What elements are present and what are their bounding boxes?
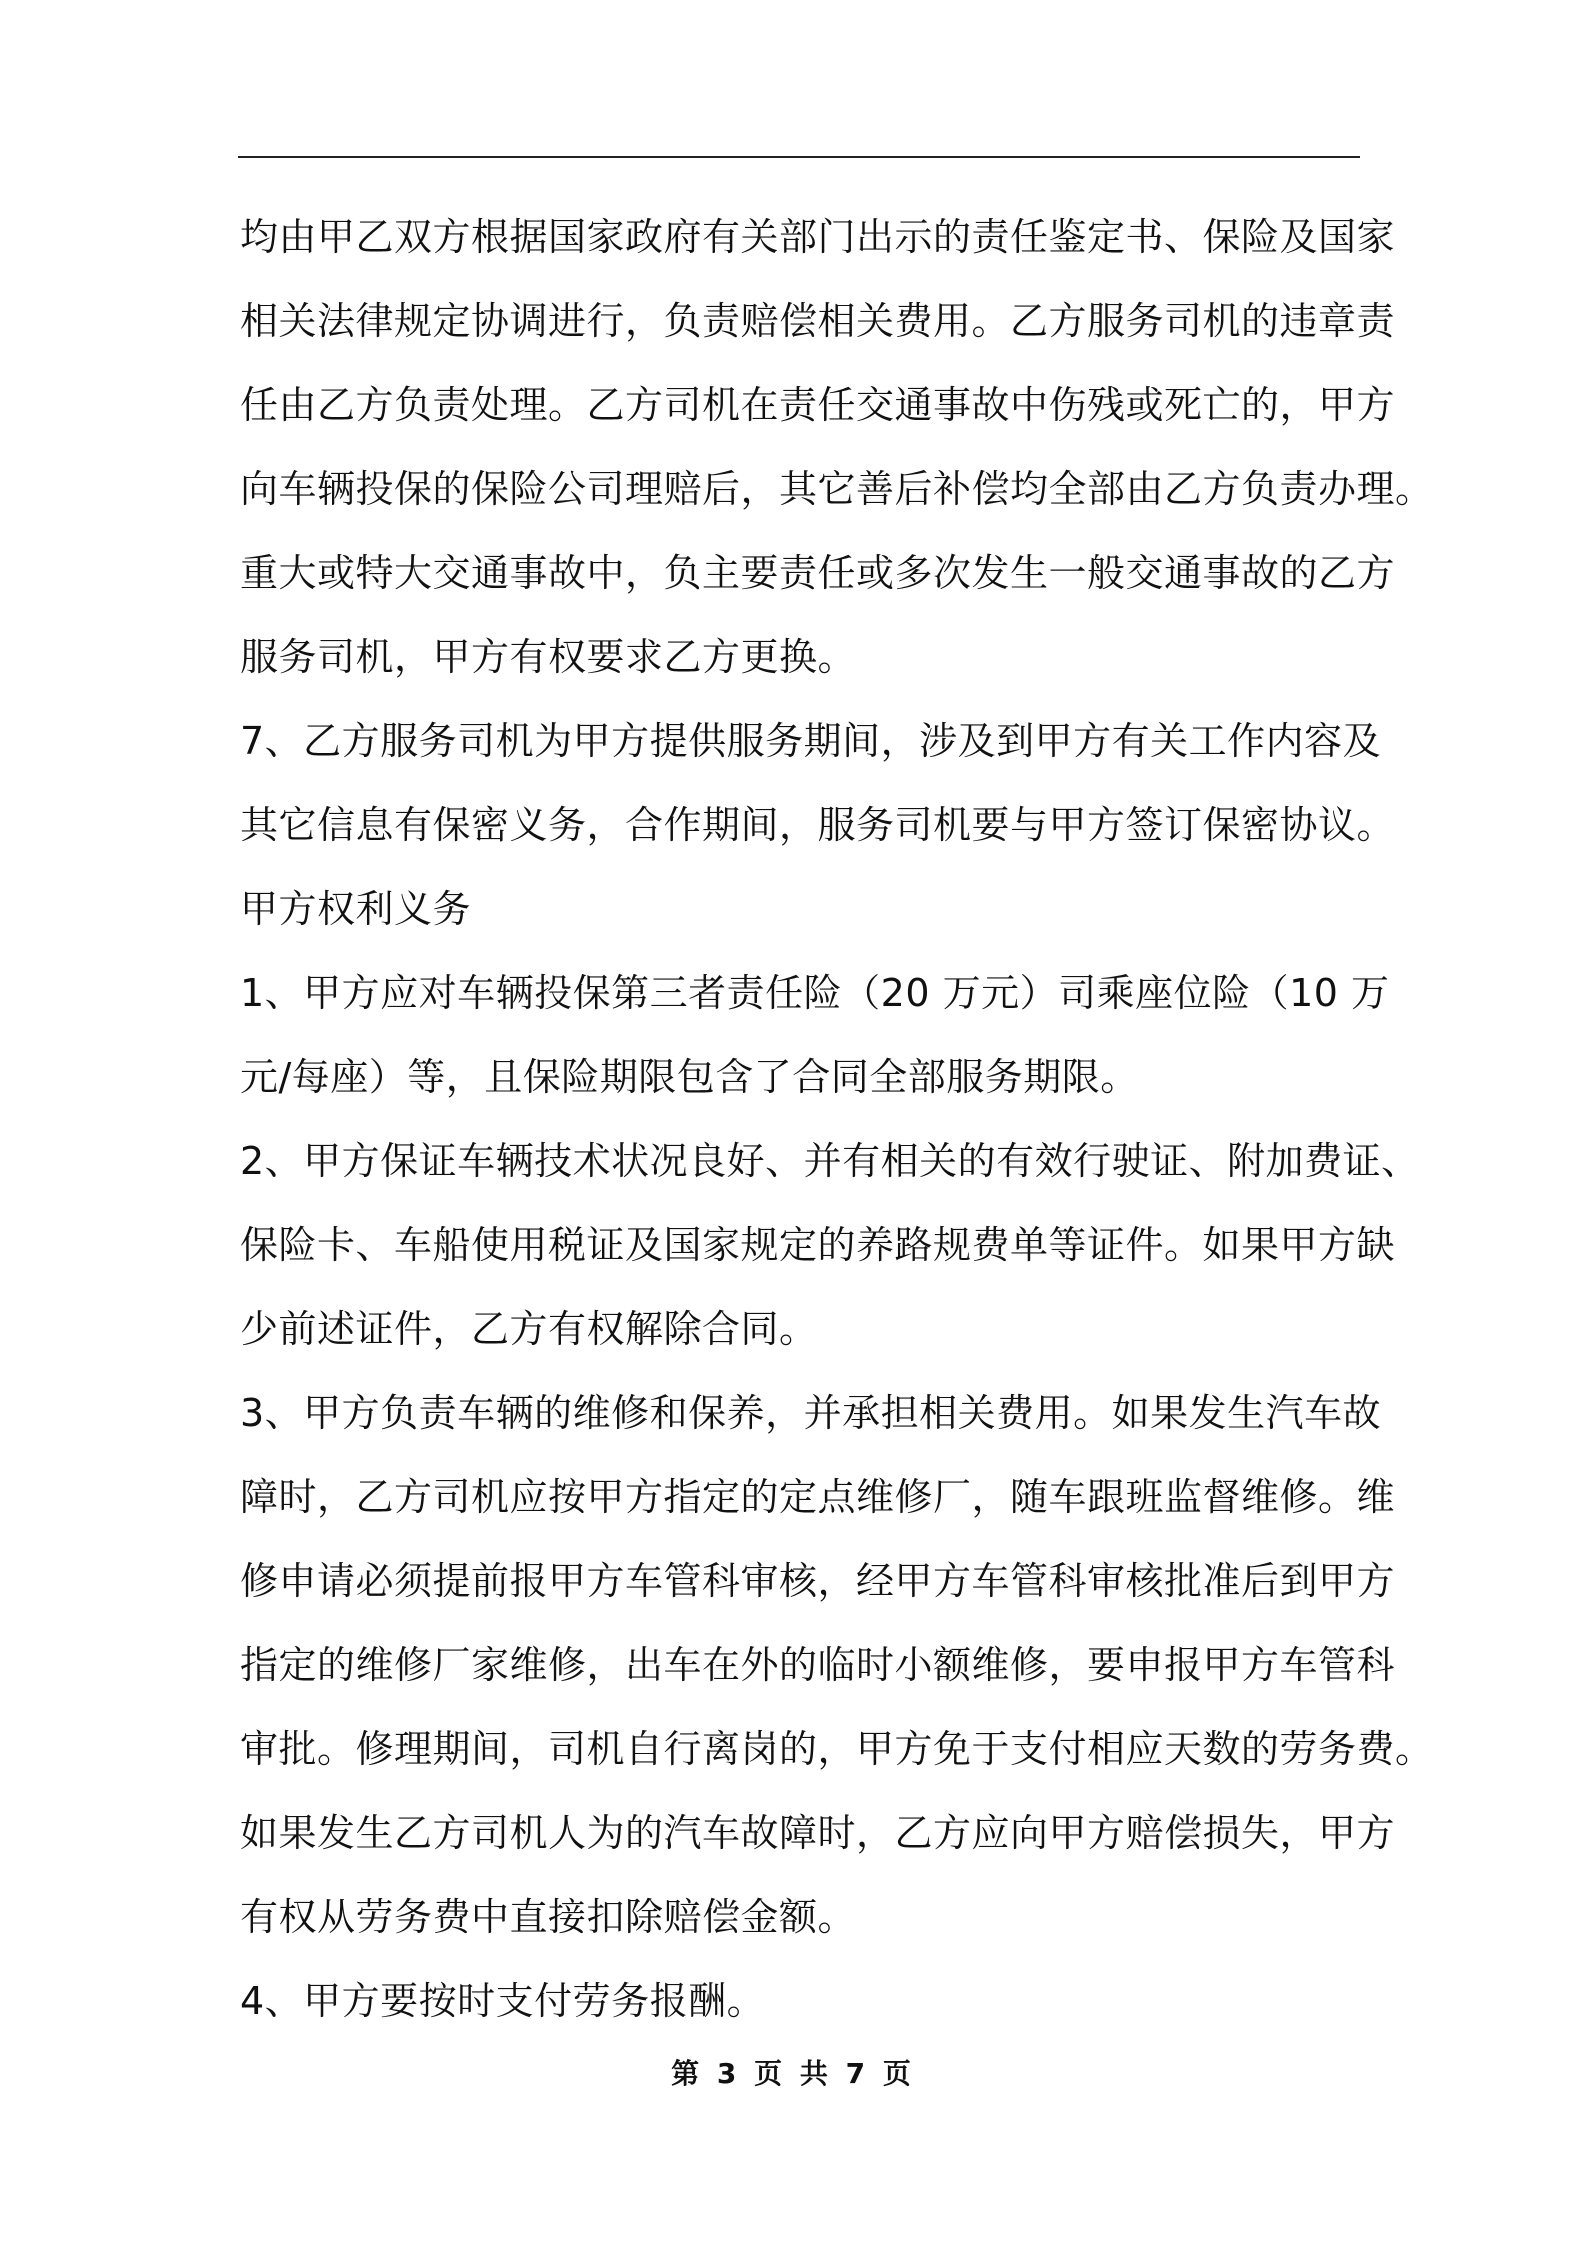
text-line: 保险卡、车船使用税证及国家规定的养路规费单等证件。如果甲方缺 (240, 1223, 1396, 1267)
text-line: 均由甲乙双方根据国家政府有关部门出示的责任鉴定书、保险及国家 (240, 215, 1396, 259)
text-line: 元/每座）等，且保险期限包含了合同全部服务期限。 (240, 1055, 1139, 1099)
text-line: 障时，乙方司机应按甲方指定的定点维修厂，随车跟班监督维修。维 (240, 1475, 1396, 1519)
text-line: 2、甲方保证车辆技术状况良好、并有相关的有效行驶证、附加费证、 (240, 1139, 1420, 1183)
text-line: 4、甲方要按时支付劳务报酬。 (240, 1979, 766, 2023)
text-line: 指定的维修厂家维修，出车在外的临时小额维修，要申报甲方车管科 (240, 1643, 1396, 1687)
text-line: 如果发生乙方司机人为的汽车故障时，乙方应向甲方赔偿损失，甲方 (240, 1811, 1396, 1855)
text-line: 有权从劳务费中直接扣除赔偿金额。 (240, 1895, 857, 1939)
text-line: 3、甲方负责车辆的维修和保养，并承担相关费用。如果发生汽车故 (240, 1391, 1382, 1435)
text-line: 1、甲方应对车辆投保第三者责任险（20 万元）司乘座位险（10 万 (240, 971, 1390, 1015)
text-line: 少前述证件，乙方有权解除合同。 (240, 1307, 818, 1351)
text-line: 修申请必须提前报甲方车管科审核，经甲方车管科审核批准后到甲方 (240, 1559, 1396, 1603)
text-line: 重大或特大交通事故中，负主要责任或多次发生一般交通事故的乙方 (240, 551, 1396, 595)
text-line: 任由乙方负责处理。乙方司机在责任交通事故中伤残或死亡的，甲方 (240, 383, 1396, 427)
text-line: 相关法律规定协调进行，负责赔偿相关费用。乙方服务司机的违章责 (240, 299, 1396, 343)
text-line: 审批。修理期间，司机自行离岗的，甲方免于支付相应天数的劳务费。 (240, 1727, 1434, 1771)
text-line: 向车辆投保的保险公司理赔后，其它善后补偿均全部由乙方负责办理。 (240, 467, 1434, 511)
page-number: 第 3 页 共 7 页 (671, 2057, 915, 2090)
document-body (240, 195, 1434, 2043)
text-line: 服务司机，甲方有权要求乙方更换。 (240, 635, 857, 679)
header-rule (238, 156, 1360, 158)
section-heading: 甲方权利义务 (240, 887, 472, 931)
text-line: 7、乙方服务司机为甲方提供服务期间，涉及到甲方有关工作内容及 (240, 719, 1382, 763)
text-line: 其它信息有保密义务，合作期间，服务司机要与甲方签订保密协议。 (240, 803, 1396, 847)
